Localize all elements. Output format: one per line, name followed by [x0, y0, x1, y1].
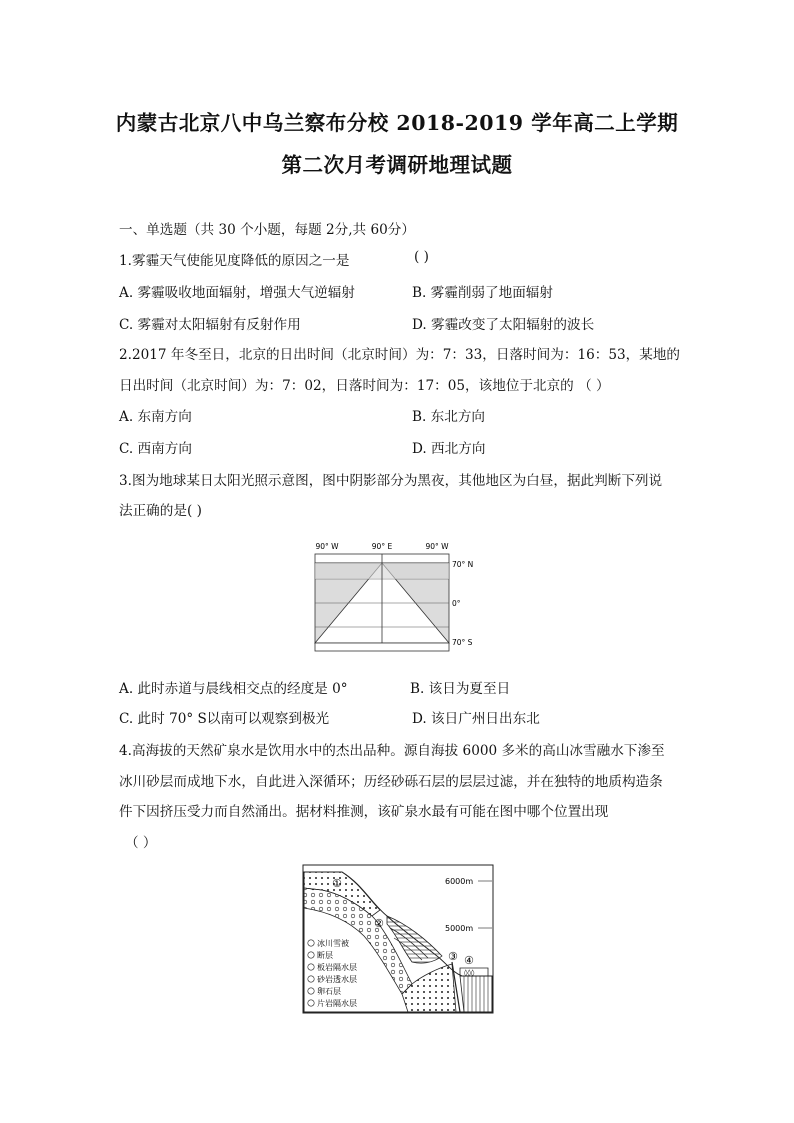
legend-slate: 板岩隔水层 [317, 963, 357, 972]
marker-1: ① [332, 877, 342, 890]
q1-answer-paren: ( ) [414, 249, 429, 265]
marker-3: ③ [448, 950, 458, 963]
exam-title-line2: 第二次月考调研地理试题 [281, 153, 513, 177]
schist-layer [460, 976, 492, 1012]
q2-option-c: C. 西南方向 [119, 441, 192, 457]
q4-stem-line3: 件下因挤压受力而自然涌出。据材料推测，该矿泉水最有可能在图中哪个位置出现 [119, 804, 609, 820]
lon-label-right: 90° W [425, 542, 449, 551]
q2-option-d: D. 西北方向 [412, 441, 486, 457]
legend-glacier: 冰川雪被 [317, 939, 349, 948]
q3-option-d: D. 该日广州日出东北 [412, 711, 540, 727]
q1-stem: 1.雾霾天气使能见度降低的原因之一是 [119, 253, 350, 269]
illumination-diagram [305, 538, 495, 656]
elev-5000: 5000m [445, 924, 474, 933]
legend-schist: 片岩隔水层 [317, 999, 357, 1008]
q3-stem-line1: 3.图为地球某日太阳光照示意图，图中阴影部分为黑夜，其他地区为白昼，据此判断下列说 [119, 473, 663, 489]
legend-fault: 断层 [317, 951, 333, 960]
q2-stem-line1: 2.2017 年冬至日，北京的日出时间（北京时间）为：7：33，日落时间为：16：53，某地的 [119, 347, 681, 363]
marker-2: ② [374, 917, 384, 930]
q3-option-c: C. 此时 70° S以南可以观察到极光 [119, 711, 330, 727]
lat-label-70s: 70° S [452, 638, 473, 647]
q1-option-a: A. 雾霾吸收地面辐射，增强大气逆辐射 [119, 285, 355, 301]
q1-option-c: C. 雾霾对太阳辐射有反射作用 [119, 317, 301, 333]
elev-6000: 6000m [445, 877, 474, 886]
lat-label-0: 0° [452, 599, 461, 608]
lon-label-left: 90° W [315, 542, 339, 551]
q4-stem-line2: 冰川砂层而成地下水，自此进入深循环；历经砂砾石层的层层过滤，并在独特的地质构造条 [119, 774, 663, 790]
bottom-strip [315, 643, 449, 651]
q1-option-d: D. 雾霾改变了太阳辐射的波长 [412, 317, 595, 333]
q2-stem-line2: 日出时间（北京时间）为：7：02，日落时间为：17：05，该地位于北京的 （ ） [119, 378, 610, 394]
lat-label-70n: 70° N [452, 560, 474, 569]
section-heading: 一、单选题（共 30 个小题，每题 2分,共 60分） [119, 222, 415, 238]
exam-title-line1: 内蒙古北京八中乌兰察布分校 2018-2019 学年高二上学期 [115, 111, 679, 135]
legend-sandstone: 砂岩透水层 [317, 975, 357, 984]
q4-stem-line1: 4.高海拔的天然矿泉水是饮用水中的杰出品种。源自海拔 6000 多米的高山冰雪融水下渗至 [119, 743, 665, 759]
q3-option-a: A. 此时赤道与晨线相交点的经度是 0° [119, 681, 348, 697]
svg-text:◊◊◊: ◊◊◊ [464, 969, 475, 977]
legend-gravel: 卵石层 [317, 987, 341, 996]
q3-option-b: B. 该日为夏至日 [410, 681, 511, 697]
marker-4: ④ [464, 954, 474, 967]
geology-diagram [302, 864, 494, 1014]
q1-option-b: B. 雾霾削弱了地面辐射 [412, 285, 553, 301]
lon-label-mid: 90° E [371, 542, 393, 551]
q3-stem-line2: 法正确的是( ) [119, 503, 202, 519]
q4-answer-paren: （ ） [125, 835, 157, 851]
q2-option-a: A. 东南方向 [119, 409, 192, 425]
q2-option-b: B. 东北方向 [412, 409, 486, 425]
